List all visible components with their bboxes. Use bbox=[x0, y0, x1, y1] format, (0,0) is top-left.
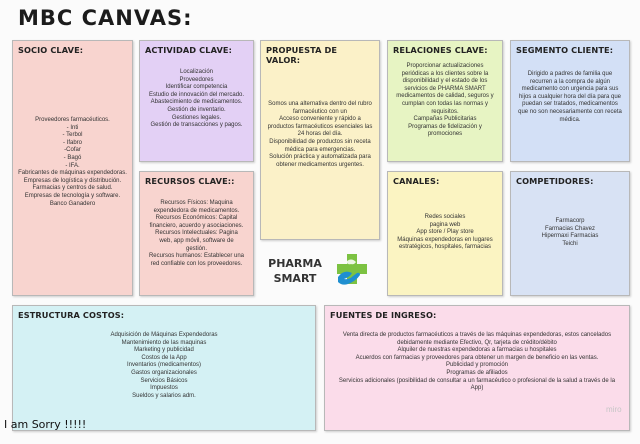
card-text-line: Identificar competencia bbox=[165, 84, 228, 91]
card-body bbox=[333, 332, 621, 393]
card-body bbox=[17, 117, 128, 208]
card-text-line: Recursos Físicos: Maquina expendedora de medicamentos. bbox=[153, 200, 240, 214]
card-text-line: Recursos Intelectuales: Pagina web, app móvil, software de gestión. bbox=[155, 230, 238, 252]
card-text-line: Servicios adicionales (posibilidad de consultar a un farmacéutico o profesional de la salud a través de la App) bbox=[338, 377, 616, 392]
card-socio-clave[interactable] bbox=[12, 40, 133, 296]
card-body bbox=[515, 218, 625, 248]
card-heading: CANALES: bbox=[393, 176, 440, 186]
card-competidores[interactable] bbox=[510, 171, 630, 296]
card-body bbox=[144, 69, 249, 130]
card-text-line: Impuestos bbox=[150, 385, 178, 392]
card-text-line: Solución práctica y automatizada para obtener medicamentos urgentes. bbox=[269, 154, 371, 168]
card-text-line: Banco Ganadero bbox=[49, 200, 96, 207]
card-text-line: - IFA. bbox=[65, 162, 80, 169]
card-estructura-costos[interactable] bbox=[12, 305, 316, 431]
card-text-line: App store / Play store bbox=[416, 229, 474, 236]
card-heading: COMPETIDORES: bbox=[516, 176, 594, 186]
card-text-line: Dirigido a padres de familia que recurren a la compra de algún medicamento con urgencia para sus hijos a cualquier hora del día para que puedan ser tratados, medicamentos que no son necesariamente con receta médica. bbox=[518, 71, 622, 123]
card-heading: ESTRUCTURA COSTOS: bbox=[18, 310, 125, 320]
card-text-line: Teichi bbox=[562, 240, 578, 247]
card-text-line: Farmacias Chavez bbox=[544, 225, 595, 232]
card-text-line: Empresas de tecnología y software. bbox=[24, 192, 121, 199]
card-heading: FUENTES DE INGRESO: bbox=[330, 310, 437, 320]
card-body bbox=[394, 63, 496, 139]
card-text-line: Recursos Económicos: Capital financiero, acuerdo y asociaciones. bbox=[149, 215, 244, 229]
card-text-line: Marketing y publicidad bbox=[134, 347, 194, 354]
card-text-line: Inventarios (medicamentos) bbox=[126, 362, 202, 369]
canvas-title: MBC CANVAS: bbox=[18, 6, 193, 30]
card-body bbox=[517, 71, 623, 124]
card-heading: SEGMENTO CLIENTE: bbox=[516, 45, 614, 55]
card-body bbox=[394, 214, 496, 252]
card-actividad-clave[interactable] bbox=[139, 40, 254, 162]
card-canales[interactable] bbox=[387, 171, 503, 296]
card-text-line: Localización bbox=[179, 69, 214, 75]
card-text-line: Proporcionar actualizaciones periódicas a los clientes sobre la disponibilidad y el estado de los servicios de PHARMA SMART medicamentos de calidad, seguros y cumplan con todas las normas y requisitos. bbox=[396, 63, 494, 115]
card-text-line: Proveedores bbox=[179, 76, 214, 83]
card-text-line: Recursos humanos: Establecer una red confiable con los proveedores. bbox=[148, 253, 245, 267]
card-heading: SOCIO CLAVE: bbox=[18, 45, 84, 55]
card-text-line: Empresas de logística y distribución. bbox=[23, 177, 122, 184]
card-text-line: Redes sociales bbox=[424, 214, 466, 220]
card-text-line: Campañas Publicitarias bbox=[413, 116, 477, 123]
card-text-line: Gestiones legales. bbox=[171, 114, 222, 121]
brand-line-2: SMART bbox=[273, 272, 317, 285]
footer-note: I am Sorry !!!!! bbox=[4, 418, 87, 431]
card-text-line: Sueldos y salarios adm. bbox=[132, 392, 196, 399]
card-text-line: - Inti bbox=[66, 124, 79, 131]
card-text-line: Venta directa de productos farmacéuticos a través de las máquinas expendedoras, estos cancelados debidamente mediante Efectivo, Qr, tarjeta de crédito/débito bbox=[342, 332, 612, 346]
card-propuesta-de-valor[interactable] bbox=[260, 40, 380, 240]
card-text-line: Programas de afiliados bbox=[446, 369, 508, 376]
card-text-line: Programas de fidelización y promociones bbox=[408, 123, 482, 138]
card-segmento-cliente[interactable] bbox=[510, 40, 630, 162]
card-text-line: Estudio de innovación del mercado. bbox=[148, 91, 245, 98]
pharmacy-cross-hands-icon bbox=[332, 250, 372, 290]
card-text-line: Adquisición de Máquinas Expendedoras bbox=[110, 332, 218, 338]
card-text-line: - Bagó bbox=[63, 154, 82, 161]
card-text-line: Máquinas expendedoras en lugares estratégicos, hospitales, farmacias bbox=[397, 236, 493, 251]
card-text-line: -Cofar bbox=[64, 147, 81, 154]
card-text-line: Proveedores farmacéuticos. bbox=[35, 117, 110, 123]
card-text-line: - Terbol bbox=[62, 132, 83, 139]
card-text-line: Fabricantes de máquinas expendedoras. bbox=[18, 170, 127, 177]
miro-watermark: miro bbox=[606, 405, 622, 414]
brand-line-1: PHARMA bbox=[268, 257, 322, 270]
card-text-line: Costos de la App bbox=[141, 354, 187, 361]
card-recursos-clave[interactable] bbox=[139, 171, 254, 296]
card-text-line: Farmacias y centros de salud. bbox=[32, 185, 113, 192]
card-body bbox=[267, 101, 373, 169]
card-text-line: Mantenimiento de las maquinas bbox=[121, 339, 207, 346]
card-text-line: Alquiler de nuestras expendedoras a farmacias u hospitales bbox=[397, 347, 557, 354]
card-text-line: Somos una alternativa dentro del rubro farmacéutico con un bbox=[268, 101, 372, 115]
card-text-line: Gestión de transacciones y pagos. bbox=[150, 122, 243, 129]
card-heading: RELACIONES CLAVE: bbox=[393, 45, 488, 55]
card-relaciones-clave[interactable] bbox=[387, 40, 503, 162]
card-text-line: pagina web bbox=[429, 221, 461, 228]
card-text-line: Abastecimiento de medicamentos. bbox=[150, 99, 243, 106]
card-body bbox=[148, 200, 245, 268]
card-heading: RECURSOS CLAVE:: bbox=[145, 176, 235, 186]
card-text-line: Hipermaxi Farmacias bbox=[541, 233, 599, 240]
brand-name bbox=[268, 256, 322, 286]
card-text-line: Servicios Básicos bbox=[140, 377, 188, 384]
card-heading: PROPUESTA DE VALOR: bbox=[266, 45, 338, 65]
card-text-line: Disponibilidad de productos sin receta médica para emergencias. bbox=[269, 138, 371, 153]
card-text-line: - Ifabro bbox=[62, 139, 82, 146]
card-fuentes-de-ingreso[interactable] bbox=[324, 305, 630, 431]
card-text-line: Farmacorp bbox=[555, 218, 585, 224]
card-text-line: Acuerdos con farmacias y proveedores para obtener un margen de beneficio en las ventas. bbox=[355, 354, 599, 361]
card-heading: ACTIVIDAD CLAVE: bbox=[145, 45, 232, 55]
card-body bbox=[73, 332, 255, 400]
card-text-line: Gestión de inventario. bbox=[167, 106, 226, 113]
card-text-line: Gastos organizacionales bbox=[131, 369, 197, 376]
card-text-line: Acceso conveniente y rápido a productos farmacéuticos esenciales las 24 horas del día. bbox=[267, 116, 373, 138]
card-text-line: Publicidad y promoción bbox=[445, 362, 509, 369]
